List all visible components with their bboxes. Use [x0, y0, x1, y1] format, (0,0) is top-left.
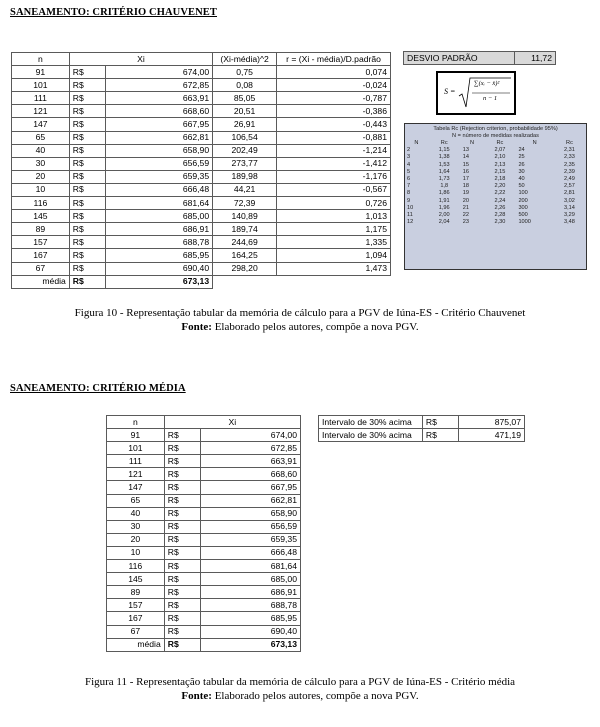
- cell-r: -0,024: [277, 79, 391, 92]
- rc-cell: 4: [407, 161, 411, 168]
- table-row: [12, 131, 391, 144]
- cell-xi: 686,91: [200, 586, 300, 599]
- table-row: [107, 560, 301, 573]
- rc-cell: 18: [462, 183, 469, 190]
- rc-cell: 6: [407, 176, 411, 183]
- media-currency: R$: [164, 638, 200, 651]
- interval-currency: R$: [422, 416, 458, 429]
- cell-currency: R$: [69, 262, 105, 275]
- cell-r: 0,074: [277, 66, 391, 79]
- cell-xi: 688,78: [105, 236, 212, 249]
- cell-currency: R$: [69, 118, 105, 131]
- table-row: [107, 612, 301, 625]
- cell-squared-deviation: 44,21: [213, 183, 277, 196]
- cell-n: 116: [107, 560, 165, 573]
- cell-xi: 681,64: [105, 197, 212, 210]
- cell-n: 101: [12, 79, 70, 92]
- cell-squared-deviation: 298,20: [213, 262, 277, 275]
- cell-xi: 658,90: [200, 507, 300, 520]
- table-row: [12, 210, 391, 223]
- cell-xi: 672,85: [105, 79, 212, 92]
- desvio-value: 11,72: [515, 52, 556, 65]
- table-header-row: [107, 416, 301, 429]
- rc-cell: 1,15: [438, 147, 450, 154]
- table-row: [107, 625, 301, 638]
- header-r: r = (Xi - média)/D.padrão: [277, 53, 391, 66]
- cell-n: 91: [12, 66, 70, 79]
- table-row: [12, 236, 391, 249]
- rc-cell: 2,13: [494, 161, 506, 168]
- rc-cell: 2,31: [564, 147, 575, 154]
- header-xi: Xi: [164, 416, 300, 429]
- rc-cell: 2,04: [438, 219, 450, 226]
- rc-cell: 24: [518, 147, 525, 154]
- table-row: [12, 197, 391, 210]
- table-row: [12, 170, 391, 183]
- cell-r: -0,386: [277, 105, 391, 118]
- media-row: [12, 275, 391, 288]
- cell-squared-deviation: 26,91: [213, 118, 277, 131]
- rc-cell: 2,24: [494, 197, 506, 204]
- cell-r: 1,473: [277, 262, 391, 275]
- table-row: [107, 468, 301, 481]
- rc-cell: 1,64: [438, 168, 450, 175]
- rc-row: [405, 219, 586, 226]
- rc-cell: 9: [407, 197, 411, 204]
- rc-cell: 1000: [518, 219, 531, 226]
- rc-cell: 2,15: [494, 168, 506, 175]
- cell-n: 167: [107, 612, 165, 625]
- desvio-padrao-table: [403, 51, 556, 65]
- table-row: [12, 92, 391, 105]
- cell-currency: R$: [164, 625, 200, 638]
- rc-cell: 1,73: [438, 176, 450, 183]
- cell-n: 10: [107, 546, 165, 559]
- rc-row: [405, 154, 586, 161]
- cell-currency: R$: [69, 131, 105, 144]
- table-row: [12, 105, 391, 118]
- rc-cell: 30: [518, 168, 525, 175]
- caption-source: [0, 320, 600, 334]
- rc-title: Tabela Rc (Rejection criterion, probabilidade 95%): [433, 126, 558, 132]
- header-xi: Xi: [69, 53, 212, 66]
- table-row: [107, 586, 301, 599]
- interval-table: [318, 415, 525, 442]
- cell-r: -0,443: [277, 118, 391, 131]
- cell-xi: 666,48: [200, 546, 300, 559]
- cell-currency: R$: [69, 92, 105, 105]
- cell-squared-deviation: 202,49: [213, 144, 277, 157]
- caption-source-text: Elaborado pelos autores, compõe a nova PGV.: [211, 321, 419, 333]
- table-row: [107, 533, 301, 546]
- rc-row: [405, 198, 586, 205]
- table-row: [107, 546, 301, 559]
- cell-n: 121: [12, 105, 70, 118]
- media-row: [107, 638, 301, 651]
- cell-currency: R$: [69, 170, 105, 183]
- media-value: 673,13: [200, 638, 300, 651]
- cell-xi: 663,91: [200, 455, 300, 468]
- rc-cell: 2,30: [494, 219, 506, 226]
- cell-currency: R$: [69, 183, 105, 196]
- rc-cell: 2,81: [564, 190, 575, 197]
- cell-currency: R$: [69, 197, 105, 210]
- interval-currency: R$: [422, 429, 458, 442]
- cell-r: 1,013: [277, 210, 391, 223]
- cell-currency: R$: [164, 560, 200, 573]
- cell-currency: R$: [69, 210, 105, 223]
- chauvenet-table-body: [12, 66, 391, 276]
- rc-row: [405, 212, 586, 219]
- rc-row: [405, 183, 586, 190]
- rc-header-cell: N: [470, 140, 475, 147]
- cell-n: 167: [12, 249, 70, 262]
- rc-row: [405, 147, 586, 154]
- formula-s: S =: [444, 87, 456, 96]
- table-header-row: [12, 53, 391, 66]
- table-row: [12, 144, 391, 157]
- cell-xi: 656,59: [200, 520, 300, 533]
- table-row: [12, 79, 391, 92]
- cell-currency: R$: [164, 442, 200, 455]
- cell-xi: 685,00: [200, 573, 300, 586]
- rc-cell: 5: [407, 168, 411, 175]
- rc-subtitle: N = número de medidas realizadas: [452, 133, 539, 139]
- cell-r: 1,175: [277, 223, 391, 236]
- cell-currency: R$: [164, 599, 200, 612]
- table-row: [12, 118, 391, 131]
- cell-n: 116: [12, 197, 70, 210]
- table-row: [107, 429, 301, 442]
- cell-r: 1,335: [277, 236, 391, 249]
- cell-n: 101: [107, 442, 165, 455]
- rc-cell: 200: [518, 197, 528, 204]
- cell-xi: 672,85: [200, 442, 300, 455]
- section-heading-chauvenet: SANEAMENTO: CRITÉRIO CHAUVENET: [10, 7, 218, 18]
- cell-n: 157: [12, 236, 70, 249]
- cell-xi: 685,00: [105, 210, 212, 223]
- cell-squared-deviation: 189,74: [213, 223, 277, 236]
- cell-currency: R$: [164, 481, 200, 494]
- media-value: 673,13: [105, 275, 212, 288]
- cell-xi: 685,95: [200, 612, 300, 625]
- rc-cell: 2,10: [494, 154, 506, 161]
- caption-line: Figura 11 - Representação tabular da memória de cálculo para a PGV de Iúna-ES - Critério média: [84, 676, 516, 688]
- cell-n: 65: [107, 494, 165, 507]
- rc-cell: 2,57: [564, 183, 575, 190]
- cell-currency: R$: [69, 223, 105, 236]
- cell-xi: 658,90: [105, 144, 212, 157]
- media-label: média: [107, 638, 165, 651]
- cell-xi: 662,81: [105, 131, 212, 144]
- cell-n: 67: [107, 625, 165, 638]
- table-row: [107, 599, 301, 612]
- rc-cell: 22: [462, 211, 469, 218]
- rc-table-image: [404, 123, 587, 270]
- rc-cell: 12: [407, 219, 414, 226]
- formula-denominator: n − 1: [483, 95, 498, 102]
- interval-table-body: [319, 416, 525, 442]
- cell-xi: 690,40: [105, 262, 212, 275]
- rc-row: [405, 169, 586, 176]
- cell-squared-deviation: 0,75: [213, 66, 277, 79]
- cell-r: 0,726: [277, 197, 391, 210]
- rc-cell: 25: [518, 154, 525, 161]
- rc-cell: 3,02: [564, 197, 575, 204]
- cell-xi: 685,95: [105, 249, 212, 262]
- cell-squared-deviation: 0,08: [213, 79, 277, 92]
- cell-n: 89: [107, 586, 165, 599]
- cell-squared-deviation: 20,51: [213, 105, 277, 118]
- cell-n: 40: [107, 507, 165, 520]
- cell-xi: 674,00: [105, 66, 212, 79]
- rc-cell: 1,96: [438, 204, 450, 211]
- chauvenet-table: [11, 52, 391, 289]
- cell-xi: 668,60: [105, 105, 212, 118]
- caption-source: [0, 689, 600, 703]
- rc-cell: 1,91: [438, 197, 450, 204]
- rc-cell: 19: [462, 190, 469, 197]
- cell-r: -0,567: [277, 183, 391, 196]
- rc-cell: 2,26: [494, 204, 506, 211]
- cell-currency: R$: [164, 507, 200, 520]
- cell-n: 40: [12, 144, 70, 157]
- cell-n: 89: [12, 223, 70, 236]
- cell-n: 111: [12, 92, 70, 105]
- cell-n: 67: [12, 262, 70, 275]
- cell-r: -0,787: [277, 92, 391, 105]
- rc-cell: 8: [407, 190, 411, 197]
- cell-n: 145: [12, 210, 70, 223]
- cell-currency: R$: [164, 573, 200, 586]
- rc-cell: 40: [518, 176, 525, 183]
- cell-xi: 659,35: [105, 170, 212, 183]
- table-row: [12, 157, 391, 170]
- rc-cell: 100: [518, 190, 528, 197]
- interval-row: [319, 416, 525, 429]
- cell-currency: R$: [164, 468, 200, 481]
- cell-currency: R$: [164, 455, 200, 468]
- cell-currency: R$: [164, 429, 200, 442]
- cell-n: 147: [107, 481, 165, 494]
- cell-currency: R$: [69, 249, 105, 262]
- cell-currency: R$: [164, 520, 200, 533]
- cell-n: 65: [12, 131, 70, 144]
- media-table: [106, 415, 301, 652]
- rc-header-row: [405, 140, 586, 147]
- cell-squared-deviation: 189,98: [213, 170, 277, 183]
- rc-cell: 7: [407, 183, 411, 190]
- caption-source-text: Elaborado pelos autores, compõe a nova PGV.: [211, 690, 419, 702]
- rc-cell: 50: [518, 183, 525, 190]
- cell-squared-deviation: 244,69: [213, 236, 277, 249]
- cell-n: 20: [12, 170, 70, 183]
- caption-source-label: Fonte:: [181, 690, 212, 702]
- table-row: [107, 494, 301, 507]
- cell-n: 147: [12, 118, 70, 131]
- rc-cell: 2,33: [564, 154, 575, 161]
- cell-xi: 666,48: [105, 183, 212, 196]
- section-heading-media: SANEAMENTO: CRITÉRIO MÉDIA: [10, 383, 186, 394]
- cell-r: -0,881: [277, 131, 391, 144]
- rc-header-cell: Rc: [496, 140, 504, 147]
- table-row: [107, 520, 301, 533]
- cell-currency: R$: [164, 612, 200, 625]
- rc-cell: 3,29: [564, 211, 575, 218]
- cell-n: 91: [107, 429, 165, 442]
- cell-n: 157: [107, 599, 165, 612]
- rc-cell: 2,18: [494, 176, 506, 183]
- rc-cell: 2,22: [494, 190, 506, 197]
- cell-currency: R$: [164, 533, 200, 546]
- rc-cell: 16: [462, 168, 469, 175]
- rc-header-cell: N: [532, 140, 537, 147]
- cell-currency: R$: [69, 236, 105, 249]
- cell-currency: R$: [69, 144, 105, 157]
- table-row: [12, 249, 391, 262]
- table-row: [107, 481, 301, 494]
- cell-currency: R$: [69, 157, 105, 170]
- rc-cell: 2: [407, 147, 411, 154]
- rc-cell: 300: [518, 204, 528, 211]
- rc-cell: 3,48: [564, 219, 575, 226]
- header-n: n: [107, 416, 165, 429]
- rc-cell: 17: [462, 176, 469, 183]
- rc-row: [405, 162, 586, 169]
- cell-squared-deviation: 273,77: [213, 157, 277, 170]
- rc-row: [405, 205, 586, 212]
- rc-row: [405, 190, 586, 197]
- cell-r: 1,094: [277, 249, 391, 262]
- media-table-body: [107, 429, 301, 639]
- header-sq: (Xi-média)^2: [213, 53, 277, 66]
- cell-xi: 659,35: [200, 533, 300, 546]
- desvio-label: DESVIO PADRÃO: [404, 52, 515, 65]
- table-row: [107, 442, 301, 455]
- rc-cell: 2,49: [564, 176, 575, 183]
- table-row: [12, 183, 391, 196]
- cell-n: 30: [12, 157, 70, 170]
- rc-cell: 14: [462, 154, 469, 161]
- std-dev-formula: [436, 71, 516, 115]
- cell-n: 145: [107, 573, 165, 586]
- media-currency: R$: [69, 275, 105, 288]
- rc-table-body: [405, 147, 586, 226]
- table-row: [107, 455, 301, 468]
- formula-numerator: ∑(xᵢ − x̄)²: [474, 80, 500, 87]
- cell-squared-deviation: 72,39: [213, 197, 277, 210]
- cell-currency: R$: [69, 66, 105, 79]
- table-row: [107, 573, 301, 586]
- rc-header-cell: Rc: [440, 140, 448, 147]
- cell-xi: 681,64: [200, 560, 300, 573]
- interval-label: Intervalo de 30% acima: [319, 416, 423, 429]
- interval-row: [319, 429, 525, 442]
- cell-n: 121: [107, 468, 165, 481]
- cell-squared-deviation: 164,25: [213, 249, 277, 262]
- cell-xi: 674,00: [200, 429, 300, 442]
- cell-xi: 656,59: [105, 157, 212, 170]
- table-row: [12, 223, 391, 236]
- rc-cell: 2,35: [564, 161, 575, 168]
- table-row: [107, 507, 301, 520]
- cell-xi: 690,40: [200, 625, 300, 638]
- cell-xi: 663,91: [105, 92, 212, 105]
- cell-xi: 667,95: [200, 481, 300, 494]
- cell-currency: R$: [69, 105, 105, 118]
- rc-cell: 2,20: [494, 183, 506, 190]
- rc-header-cell: N: [414, 140, 419, 147]
- rc-cell: 2,39: [564, 168, 575, 175]
- caption-source-label: Fonte:: [181, 321, 212, 333]
- figure-10-caption: [0, 306, 600, 334]
- rc-cell: 500: [518, 211, 528, 218]
- cell-xi: 688,78: [200, 599, 300, 612]
- cell-r: -1,412: [277, 157, 391, 170]
- rc-cell: 21: [462, 204, 469, 211]
- rc-cell: 26: [518, 161, 525, 168]
- cell-squared-deviation: 106,54: [213, 131, 277, 144]
- cell-currency: R$: [164, 586, 200, 599]
- cell-squared-deviation: 85,05: [213, 92, 277, 105]
- cell-xi: 686,91: [105, 223, 212, 236]
- figure-11-caption: [0, 675, 600, 703]
- rc-cell: 2,00: [438, 211, 450, 218]
- interval-value: 471,19: [458, 429, 524, 442]
- rc-header-cell: Rc: [566, 140, 573, 147]
- cell-xi: 662,81: [200, 494, 300, 507]
- cell-currency: R$: [69, 79, 105, 92]
- cell-xi: 667,95: [105, 118, 212, 131]
- rc-cell: 1,53: [438, 161, 450, 168]
- caption-line: Figura 10 - Representação tabular da memória de cálculo para a PGV de Iúna-ES - Critério Chauvenet: [74, 307, 526, 319]
- rc-cell: 3: [407, 154, 411, 161]
- rc-cell: 10: [407, 204, 414, 211]
- rc-row: [405, 176, 586, 183]
- media-label: média: [12, 275, 70, 288]
- header-n: n: [12, 53, 70, 66]
- rc-cell: 1,86: [438, 190, 450, 197]
- rc-cell: 20: [462, 197, 469, 204]
- table-row: [12, 66, 391, 79]
- table-row: [12, 262, 391, 275]
- cell-r: -1,214: [277, 144, 391, 157]
- rc-cell: 1,8: [440, 183, 449, 190]
- rc-cell: 2,07: [494, 147, 506, 154]
- rc-cell: 3,14: [564, 204, 575, 211]
- cell-n: 111: [107, 455, 165, 468]
- rc-cell: 1,38: [438, 154, 450, 161]
- interval-label: Intervalo de 30% acima: [319, 429, 423, 442]
- cell-xi: 668,60: [200, 468, 300, 481]
- cell-n: 30: [107, 520, 165, 533]
- cell-squared-deviation: 140,89: [213, 210, 277, 223]
- rc-cell: 13: [462, 147, 469, 154]
- cell-currency: R$: [164, 546, 200, 559]
- rc-cell: 2,28: [494, 211, 506, 218]
- rc-cell: 23: [462, 219, 469, 226]
- cell-n: 20: [107, 533, 165, 546]
- cell-currency: R$: [164, 494, 200, 507]
- cell-n: 10: [12, 183, 70, 196]
- interval-value: 875,07: [458, 416, 524, 429]
- rc-cell: 11: [407, 211, 413, 218]
- cell-r: -1,176: [277, 170, 391, 183]
- rc-cell: 15: [462, 161, 469, 168]
